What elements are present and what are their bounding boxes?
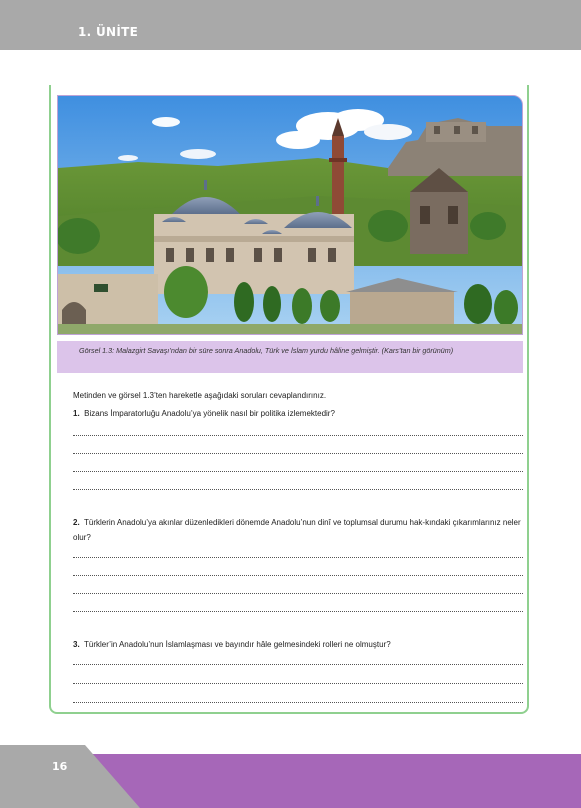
answer-line[interactable] (73, 664, 523, 665)
question-2-text: Türklerin Anadolu’ya akınlar düzenledikleri dönemde Anadolu’nun dinî ve toplumsal durumu hak-kındaki çıkarımlarınız neler olur? (73, 518, 521, 542)
question-3 (73, 637, 525, 652)
question-1-number: 1. (73, 409, 80, 418)
page-number: 16 (52, 760, 68, 773)
answer-line[interactable] (73, 683, 523, 684)
answer-line[interactable] (73, 611, 523, 612)
answer-line[interactable] (73, 575, 523, 576)
exercise-intro: Metinden ve görsel 1.3’ten hareketle aşağıdaki soruları cevaplandırınız. (73, 391, 327, 400)
figure-caption-text: Malazgirt Savaşı’ndan bir süre sonra Anadolu, Türk ve İslam yurdu hâline gelmiştir. (Kars’tan bir görünüm) (114, 346, 454, 355)
answer-line[interactable] (73, 593, 523, 594)
footer-bar (80, 754, 581, 808)
answer-line[interactable] (73, 702, 523, 703)
figure-caption (57, 341, 523, 373)
answer-line[interactable] (73, 557, 523, 558)
answer-line[interactable] (73, 453, 523, 454)
question-2 (73, 515, 525, 545)
figure-caption-label: Görsel 1.3: (79, 346, 115, 355)
answer-line[interactable] (73, 471, 523, 472)
question-3-text: Türkler’in Anadolu’nun İslamlaşması ve bayındır hâle gelmesindeki rolleri ne olmuştur? (83, 640, 391, 649)
answer-line[interactable] (73, 435, 523, 436)
question-1 (73, 406, 525, 421)
question-3-number: 3. (73, 640, 80, 649)
question-1-text: Bizans İmparatorluğu Anadolu’ya yönelik nasıl bir politika izlemektedir? (84, 409, 335, 418)
question-2-number: 2. (73, 518, 80, 527)
unit-title: 1. ÜNİTE (78, 25, 139, 39)
answer-line[interactable] (73, 489, 523, 490)
kars-landscape-image (58, 96, 522, 334)
kars-photo (57, 95, 523, 335)
